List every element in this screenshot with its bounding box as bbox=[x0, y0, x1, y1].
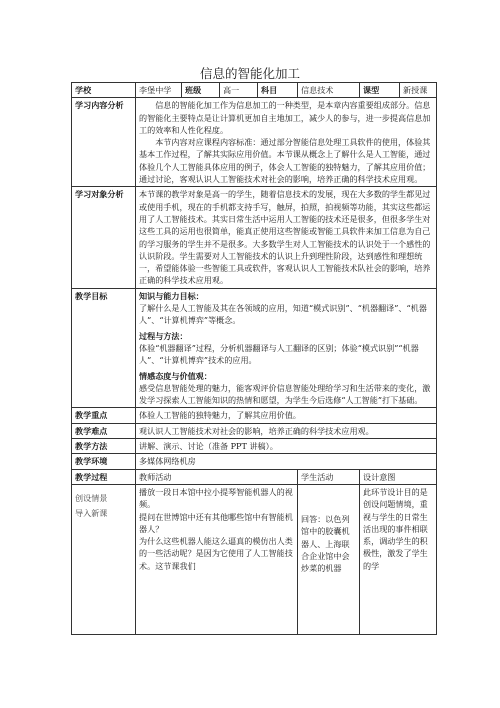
methods-text: 讲解、演示、讨论（准备 PPT 讲稿）。 bbox=[136, 439, 437, 454]
class-label: 班级 bbox=[182, 83, 220, 98]
objective-text-attitude: 感受信息智能处理的魅力，能客观评价信息智能处理给学习和生活带来的变化，激发学习探索人工智能知识的热情和愿望，为学生今后选修“人工智能”打下基础。 bbox=[139, 382, 431, 406]
objective-heading-attitude: 情感态度与价值观： bbox=[139, 370, 212, 381]
school-value: 李堡中学 bbox=[136, 83, 182, 98]
objective-text-process: 体验“机器翻译”过程，分析机器翻译与人工翻译的区别；体验“模式识别”“机器人”、“计算机博弈”技术的应用。 bbox=[139, 342, 419, 366]
learner-analysis-label: 学习对象分析 bbox=[72, 187, 136, 288]
objective-text-knowledge: 了解什么是人工智能及其在各领域的应用，知道“模式识别”、“机器翻译”、“机器人”、“计算机博弈”等概念。 bbox=[139, 303, 427, 326]
process-student-activity: 回答：以色列馆中的胶囊机器人、上海联合企业馆中会炒菜的机器 bbox=[298, 484, 360, 634]
methods-row bbox=[72, 439, 437, 454]
environment-label: 教学环境 bbox=[72, 454, 136, 469]
process-col-design: 设计意图 bbox=[360, 469, 437, 484]
process-stage-label: 创设情景 导入新课 bbox=[72, 484, 136, 634]
process-header-row bbox=[72, 469, 437, 484]
objective-heading-process: 过程与方法： bbox=[139, 330, 188, 341]
objectives-label: 教学目标 bbox=[72, 288, 136, 408]
class-value: 高一 bbox=[220, 83, 258, 98]
objectives-row bbox=[72, 288, 437, 408]
subject-value: 信息技术 bbox=[298, 83, 360, 98]
difficulties-text: 观认识人工智能技术对社会的影响，培养正确的科学技术应用观。 bbox=[136, 423, 437, 438]
process-col-student: 学生活动 bbox=[298, 469, 360, 484]
header-row bbox=[72, 83, 437, 98]
process-teacher-activity: 播放一段日本馆中拉小提琴智能机器人的视频。 提问在世博馆中还有其他哪些馆中有智能机器人？ 为什么这些机器人能这么逼真的模仿出人类的一些活动呢？是因为它使用了人工智能技术。这节课我们 bbox=[136, 484, 298, 634]
learner-analysis-text: 本节课的教学对象是高一的学生，随着信息技术的发展，现在大多数的学生都见过或使用手机，现在的手机都支持手写，触屏，拍照，拍视频等功能，其实这些都运用了人工智能技术。其实日常生活中运用人工智能的技术还是很多，但很多学生对这些工具的运用也很简单，能真正使用这些智能或智能工具软件来加工信息为自己的学习服务的学生并不是很多。大多数学生对人工智能技术的认识处于一个感性的认识阶段。学生需要对人工智能技术的认识上升到理性阶段，达到感性和理想统一，希望能体验一些智能工具或软件，客观认识人工智能技术队社会的影响，培养正确的科学技术应用观。 bbox=[136, 187, 437, 288]
difficulties-label: 教学难点 bbox=[72, 423, 136, 438]
key-points-row bbox=[72, 408, 437, 423]
content-analysis-p1: 信息的智能化加工作为信息加工的一种类型，是本章内容重要组成部分。信息的智能化主要特点是让计算机更加自主地加工，减少人的参与，进一步提高信息加工的效率和人性化程度。 bbox=[139, 100, 431, 135]
type-value: 新授课 bbox=[400, 83, 437, 98]
page-title: 信息的智能化加工 bbox=[199, 66, 300, 81]
objectives-cell bbox=[136, 288, 437, 408]
type-label: 课型 bbox=[360, 83, 400, 98]
difficulties-row bbox=[72, 423, 437, 438]
process-label: 教学过程 bbox=[72, 469, 136, 484]
school-label: 学校 bbox=[72, 83, 136, 98]
content-analysis-p2: 本节内容对应课程内容标准：通过部分智能信息处理工具软件的使用，体验其基本工作过程，了解其实际应用价值。本节课从概念上了解什么是人工智能，通过体验几个人工智能具体应用的例子，体会人工智能的独特魅力，了解其应用价值；通过讨论，客观认识人工智能技术对社会的影响，培养正确的科学技术应用观。 bbox=[139, 137, 431, 185]
content-analysis-cell bbox=[136, 98, 437, 187]
process-stage-row bbox=[72, 484, 437, 634]
content-analysis-row bbox=[72, 98, 437, 187]
key-points-label: 教学重点 bbox=[72, 408, 136, 423]
methods-label: 教学方法 bbox=[72, 439, 136, 454]
content-analysis-label: 学习内容分析 bbox=[72, 98, 136, 187]
environment-row bbox=[72, 454, 437, 469]
lesson-plan-table bbox=[71, 82, 437, 635]
key-points-text: 体验人工智能的独特魅力，了解其应用价值。 bbox=[136, 408, 437, 423]
subject-label: 科目 bbox=[258, 83, 298, 98]
environment-text: 多媒体网络机房 bbox=[136, 454, 437, 469]
process-design-intent: 此环节设计目的是创设问题情境，重视与学生的日常生活出现的事件相联系，调动学生的积极性，激发了学生的学 bbox=[360, 484, 437, 634]
objective-heading-knowledge: 知识与能力目标： bbox=[139, 290, 204, 301]
process-col-teacher: 教师活动 bbox=[136, 469, 298, 484]
learner-analysis-row bbox=[72, 187, 437, 288]
